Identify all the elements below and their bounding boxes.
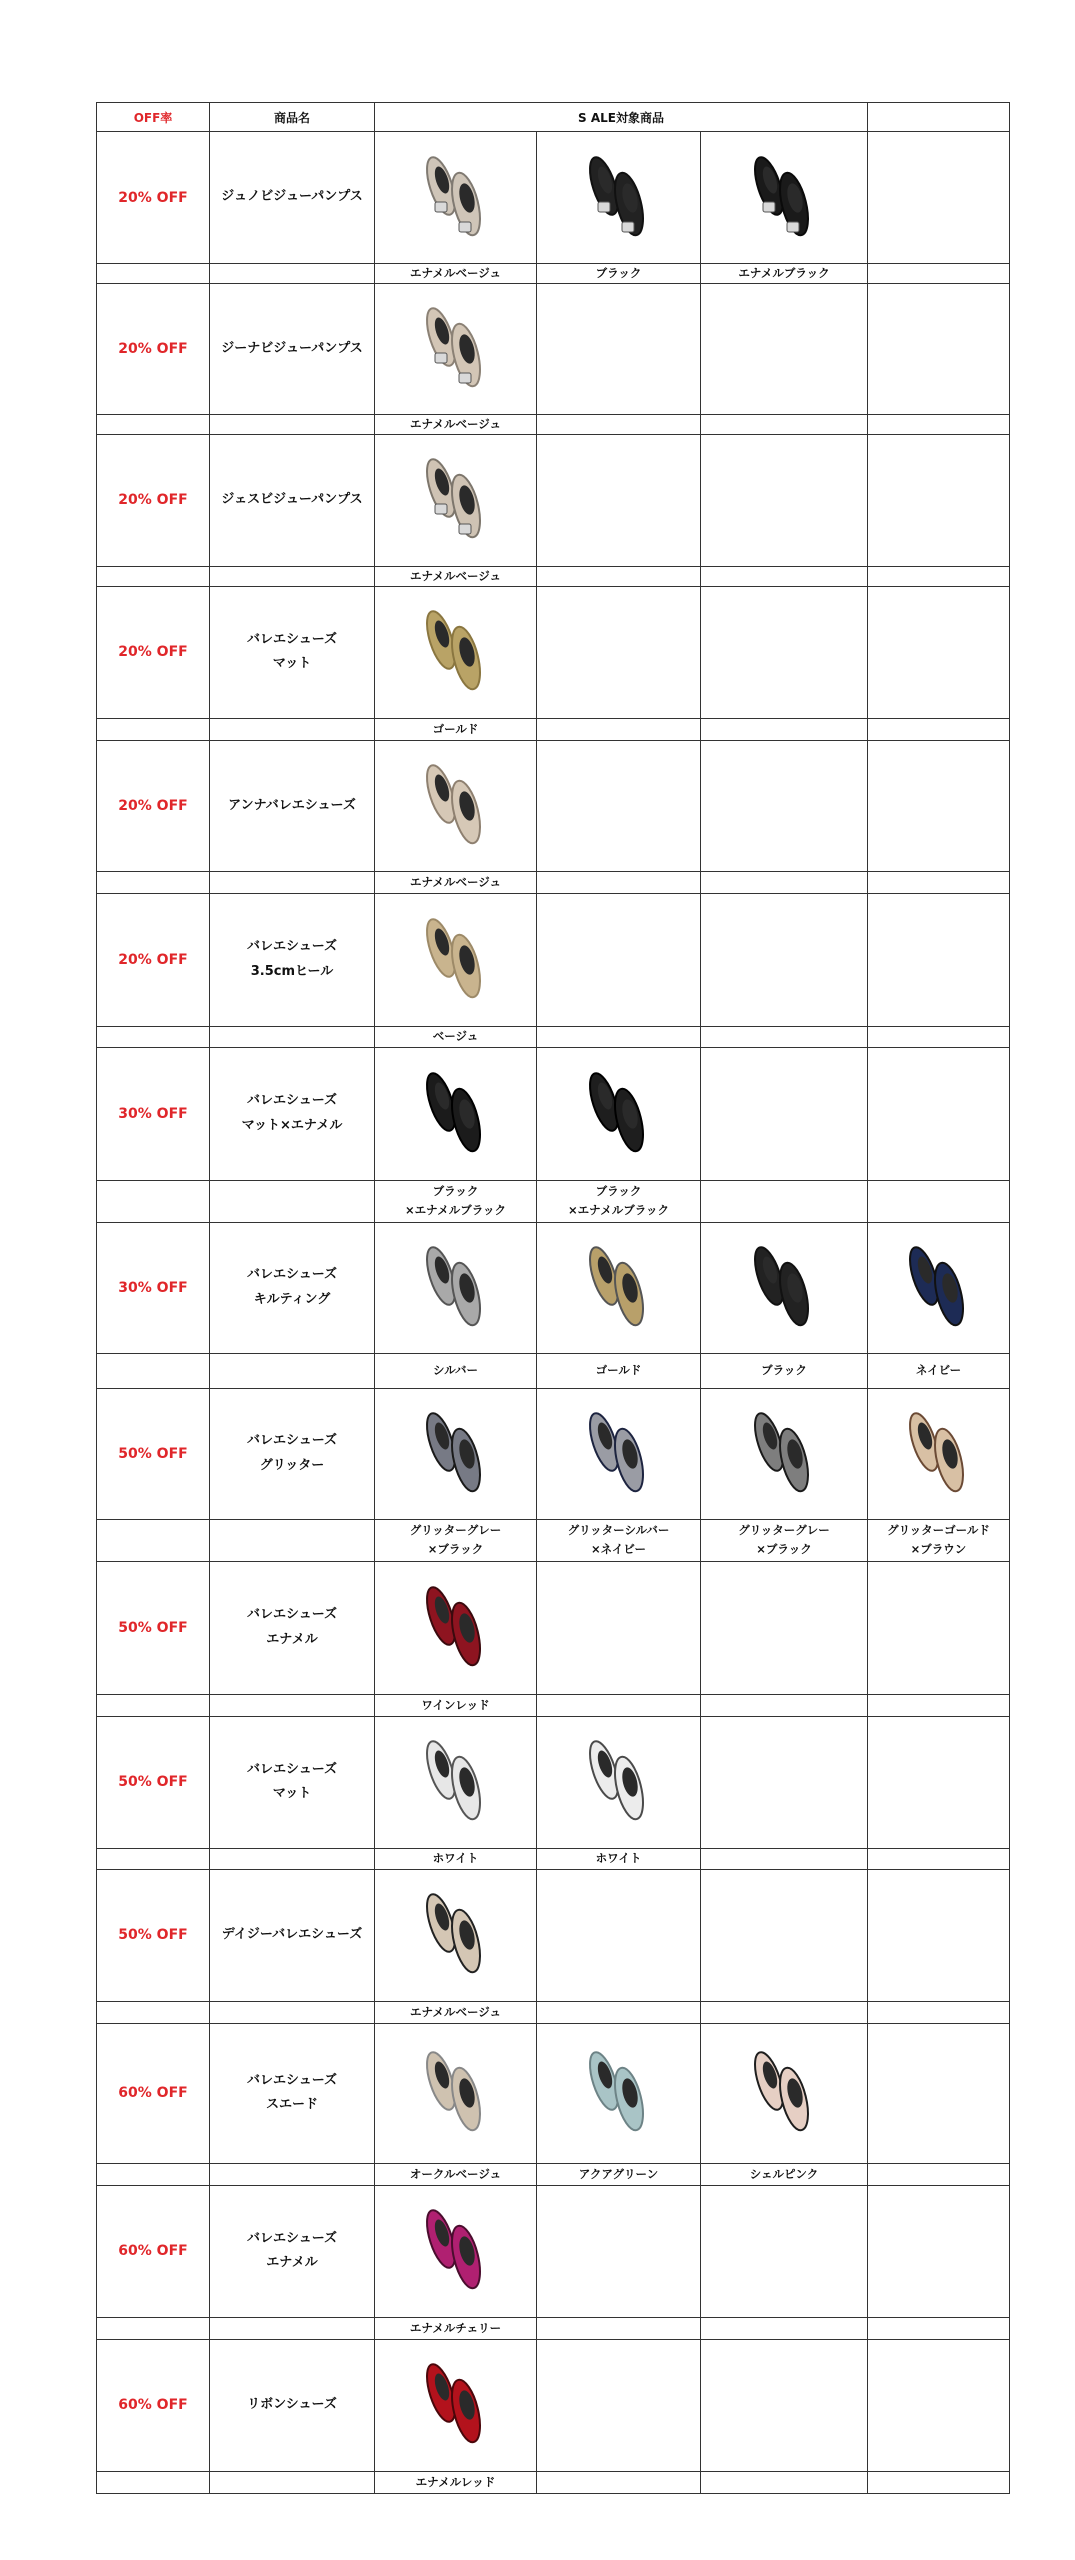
shoe-image [411,146,501,246]
product-row [97,1222,1010,1353]
bijou-icon [435,202,447,212]
empty-cell [701,566,868,586]
empty-cell [868,283,1010,414]
shoe-image [894,1236,984,1336]
product-image[interactable] [375,740,537,871]
header-sale-items: S ALE対象商品 [375,103,868,132]
empty-cell [537,283,701,414]
shoe-image [411,1883,501,1983]
bijou-icon [598,202,610,212]
empty-cell [868,132,1010,264]
empty-cell [97,2163,210,2185]
product-name: バレエシューズ 3.5cmヒール [210,893,375,1026]
empty-cell [701,1848,868,1869]
product-row [97,1388,1010,1519]
empty-cell [868,434,1010,566]
product-image[interactable] [701,2023,868,2163]
color-label-row [97,2317,1010,2339]
bijou-icon [622,222,634,232]
color-label: ブラック [701,1353,868,1388]
color-label: ゴールド [537,1353,701,1388]
color-label-row [97,1848,1010,1869]
color-label-row [97,871,1010,893]
product-image[interactable] [868,1388,1010,1519]
product-image[interactable] [375,893,537,1026]
color-label: エナメルベージュ [375,566,537,586]
empty-cell [210,1519,375,1561]
color-label-row [97,264,1010,284]
empty-cell [537,740,701,871]
product-row [97,434,1010,566]
empty-cell [537,1561,701,1694]
bijou-icon [435,353,447,363]
product-image[interactable] [537,1047,701,1180]
color-label: オークルベージュ [375,2163,537,2185]
product-image[interactable] [375,1869,537,2001]
color-label-row [97,2471,1010,2493]
empty-cell [537,566,701,586]
discount-rate: 50% OFF [97,1561,210,1694]
empty-cell [97,2471,210,2493]
product-row [97,1561,1010,1694]
product-image[interactable] [375,434,537,566]
empty-cell [701,2185,868,2317]
product-image[interactable] [375,2023,537,2163]
empty-cell [210,414,375,434]
empty-cell [210,718,375,740]
empty-cell [537,1869,701,2001]
empty-cell [701,740,868,871]
discount-rate: 20% OFF [97,132,210,264]
color-label-row [97,1694,1010,1716]
product-image[interactable] [375,132,537,264]
empty-cell [868,2163,1010,2185]
product-image[interactable] [537,2023,701,2163]
shoe-image [739,146,829,246]
color-label-row [97,2001,1010,2023]
product-name: バレエシューズ マット [210,586,375,718]
empty-cell [210,1353,375,1388]
discount-rate: 60% OFF [97,2185,210,2317]
empty-cell [537,414,701,434]
empty-cell [210,2001,375,2023]
shoe-image [739,1402,829,1502]
product-image[interactable] [375,1716,537,1848]
discount-rate: 20% OFF [97,740,210,871]
shoe-image [411,2199,501,2299]
empty-cell [210,2471,375,2493]
product-image[interactable] [701,1222,868,1353]
product-name: バレエシューズ マット [210,1716,375,1848]
color-label-row [97,1519,1010,1561]
empty-cell [701,718,868,740]
empty-cell [537,2185,701,2317]
shoe-image [411,1402,501,1502]
product-row [97,586,1010,718]
empty-cell [210,2317,375,2339]
empty-cell [868,1848,1010,1869]
empty-cell [701,1180,868,1222]
product-image[interactable] [701,1388,868,1519]
color-label: ブラック [537,264,701,284]
product-row [97,1869,1010,2001]
empty-cell [868,1561,1010,1694]
bijou-icon [763,202,775,212]
color-label: エナメルレッド [375,2471,537,2493]
color-label: エナメルベージュ [375,264,537,284]
empty-cell [701,2339,868,2471]
empty-cell [701,1047,868,1180]
empty-cell [868,264,1010,284]
color-label: シェルピンク [701,2163,868,2185]
empty-cell [868,718,1010,740]
empty-cell [210,871,375,893]
shoe-image [411,2353,501,2453]
empty-cell [701,414,868,434]
product-image[interactable] [537,1388,701,1519]
empty-cell [868,1180,1010,1222]
shoe-image [411,754,501,854]
product-image[interactable] [375,586,537,718]
empty-cell [537,1694,701,1716]
product-name: リボンシューズ [210,2339,375,2471]
empty-cell [210,1694,375,1716]
color-label: エナメルベージュ [375,871,537,893]
empty-cell [701,2317,868,2339]
color-label: ホワイト [375,1848,537,1869]
shoe-image [739,2041,829,2141]
color-label: シルバー [375,1353,537,1388]
shoe-image [411,297,501,397]
product-image[interactable] [375,2185,537,2317]
color-label: エナメルチェリー [375,2317,537,2339]
product-row [97,893,1010,1026]
product-name: バレエシューズ マット×エナメル [210,1047,375,1180]
empty-cell [868,893,1010,1026]
discount-rate: 30% OFF [97,1047,210,1180]
product-name: バレエシューズ キルティング [210,1222,375,1353]
product-name: バレエシューズ グリッター [210,1388,375,1519]
sale-body [97,132,1010,2494]
color-label: ベージュ [375,1026,537,1047]
shoe-image [411,1730,501,1830]
color-label: ゴールド [375,718,537,740]
empty-cell [210,566,375,586]
product-row [97,2023,1010,2163]
product-row [97,2185,1010,2317]
discount-rate: 20% OFF [97,586,210,718]
empty-cell [868,1026,1010,1047]
discount-rate: 50% OFF [97,1716,210,1848]
bijou-icon [459,524,471,534]
product-name: アンナバレエシューズ [210,740,375,871]
product-image[interactable] [537,1222,701,1353]
product-name: バレエシューズ スエード [210,2023,375,2163]
empty-cell [868,1694,1010,1716]
product-name: ジェスビジューパンプス [210,434,375,566]
empty-cell [537,2317,701,2339]
color-label: エナメルブラック [701,264,868,284]
sale-table [96,102,1010,2494]
empty-cell [868,1716,1010,1848]
empty-cell [537,586,701,718]
product-name: バレエシューズ エナメル [210,1561,375,1694]
empty-cell [537,2001,701,2023]
header-row [97,103,1010,132]
empty-cell [97,1353,210,1388]
discount-rate: 50% OFF [97,1388,210,1519]
empty-cell [868,1869,1010,2001]
discount-rate: 60% OFF [97,2339,210,2471]
product-image[interactable] [375,1388,537,1519]
empty-cell [701,1561,868,1694]
product-name: ジュノビジューパンプス [210,132,375,264]
discount-rate: 20% OFF [97,283,210,414]
shoe-image [411,1236,501,1336]
bijou-icon [435,504,447,514]
empty-cell [868,740,1010,871]
product-image[interactable] [868,1222,1010,1353]
empty-cell [97,1694,210,1716]
bijou-icon [459,222,471,232]
empty-cell [537,1026,701,1047]
product-row [97,1716,1010,1848]
color-label-row [97,718,1010,740]
empty-cell [210,2163,375,2185]
empty-cell [868,2185,1010,2317]
empty-cell [701,893,868,1026]
product-image[interactable] [375,283,537,414]
empty-cell [537,893,701,1026]
shoe-image [411,448,501,548]
empty-cell [210,264,375,284]
color-label-row [97,2163,1010,2185]
product-image[interactable] [701,132,868,264]
shoe-image [574,146,664,246]
discount-rate: 60% OFF [97,2023,210,2163]
color-label: ブラック ×エナメルブラック [375,1180,537,1222]
empty-cell [868,2023,1010,2163]
product-image[interactable] [375,1561,537,1694]
empty-cell [701,2001,868,2023]
empty-cell [97,264,210,284]
empty-cell [868,414,1010,434]
empty-cell [868,871,1010,893]
empty-cell [868,566,1010,586]
empty-cell [210,1180,375,1222]
empty-cell [97,1848,210,1869]
product-name: バレエシューズ エナメル [210,2185,375,2317]
shoe-image [574,1402,664,1502]
empty-cell [97,1026,210,1047]
product-image[interactable] [375,1222,537,1353]
empty-cell [97,2001,210,2023]
empty-cell [868,2317,1010,2339]
discount-rate: 20% OFF [97,434,210,566]
empty-cell [97,718,210,740]
color-label: ブラック ×エナメルブラック [537,1180,701,1222]
empty-cell [537,2339,701,2471]
product-row [97,2339,1010,2471]
discount-rate: 30% OFF [97,1222,210,1353]
empty-cell [868,2339,1010,2471]
product-row [97,740,1010,871]
color-label-row [97,1026,1010,1047]
empty-cell [701,1869,868,2001]
color-label: エナメルベージュ [375,2001,537,2023]
bijou-icon [459,373,471,383]
color-label: ワインレッド [375,1694,537,1716]
shoe-image [411,908,501,1008]
color-label: グリッターシルバー ×ネイビー [537,1519,701,1561]
product-image[interactable] [375,1047,537,1180]
empty-cell [701,586,868,718]
empty-cell [868,2001,1010,2023]
discount-rate: 50% OFF [97,1869,210,2001]
empty-cell [97,871,210,893]
empty-cell [97,566,210,586]
discount-rate: 20% OFF [97,893,210,1026]
shoe-image [411,2041,501,2141]
shoe-image [574,1062,664,1162]
header-empty [868,103,1010,132]
color-label-row [97,1180,1010,1222]
shoe-image [411,1062,501,1162]
empty-cell [537,434,701,566]
empty-cell [701,2471,868,2493]
color-label: グリッターゴールド ×ブラウン [868,1519,1010,1561]
empty-cell [97,1519,210,1561]
shoe-image [739,1236,829,1336]
empty-cell [868,1047,1010,1180]
empty-cell [537,718,701,740]
empty-cell [701,1716,868,1848]
product-name: デイジーバレエシューズ [210,1869,375,2001]
color-label: アクアグリーン [537,2163,701,2185]
color-label-row [97,1353,1010,1388]
empty-cell [97,2317,210,2339]
product-row [97,132,1010,264]
product-row [97,283,1010,414]
header-product-name: 商品名 [210,103,375,132]
product-row [97,1047,1010,1180]
shoe-image [574,2041,664,2141]
shoe-image [574,1236,664,1336]
header-off-rate: OFF率 [97,103,210,132]
product-image[interactable] [537,1716,701,1848]
empty-cell [868,586,1010,718]
empty-cell [701,1694,868,1716]
empty-cell [210,1026,375,1047]
empty-cell [537,2471,701,2493]
empty-cell [701,434,868,566]
empty-cell [97,1180,210,1222]
color-label: グリッターグレー ×ブラック [701,1519,868,1561]
empty-cell [701,1026,868,1047]
color-label-row [97,566,1010,586]
empty-cell [868,2471,1010,2493]
shoe-image [411,1576,501,1676]
shoe-image [411,600,501,700]
empty-cell [701,871,868,893]
color-label: ネイビー [868,1353,1010,1388]
color-label-row [97,414,1010,434]
product-image[interactable] [537,132,701,264]
color-label: エナメルベージュ [375,414,537,434]
product-name: ジーナビジューパンプス [210,283,375,414]
empty-cell [210,1848,375,1869]
product-image[interactable] [375,2339,537,2471]
shoe-image [894,1402,984,1502]
color-label: グリッターグレー ×ブラック [375,1519,537,1561]
color-label: ホワイト [537,1848,701,1869]
empty-cell [537,871,701,893]
bijou-icon [787,222,799,232]
empty-cell [97,414,210,434]
shoe-image [574,1730,664,1830]
empty-cell [701,283,868,414]
